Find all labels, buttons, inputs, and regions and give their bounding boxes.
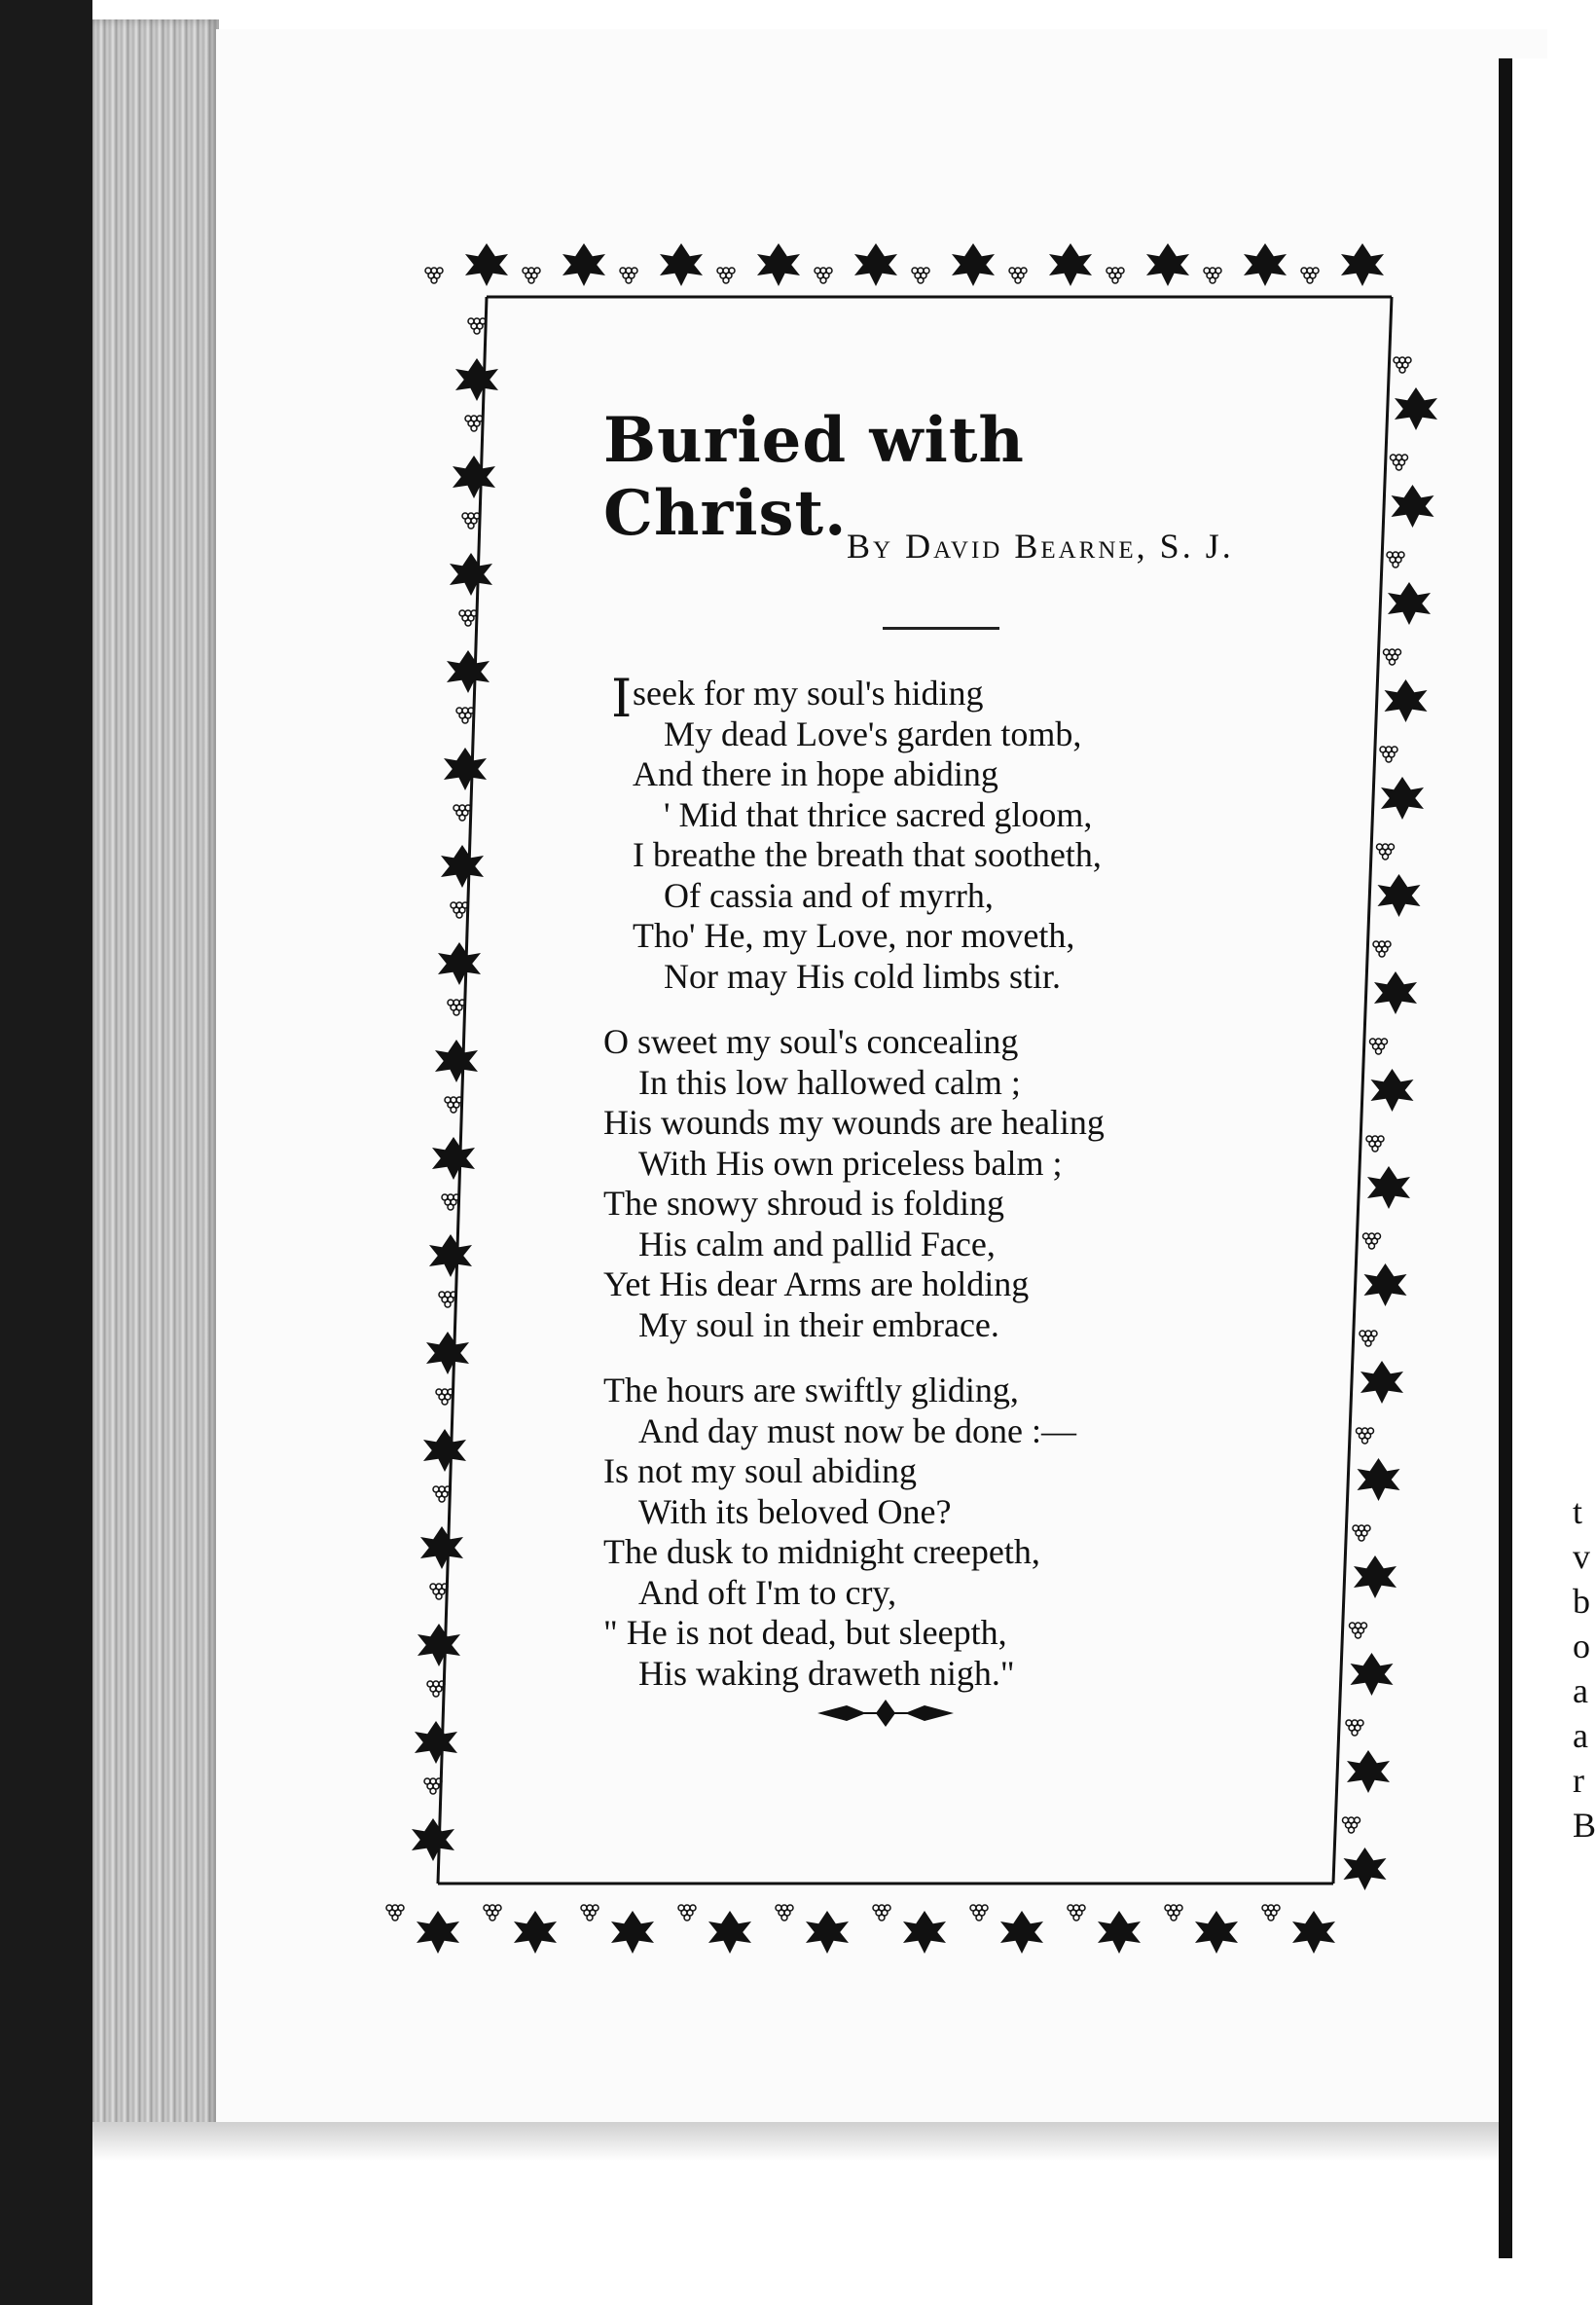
poem-line: Yet His dear Arms are holding — [603, 1264, 1030, 1303]
grape-cluster-icon — [523, 268, 540, 283]
poem-line: And oft I'm to cry, — [638, 1572, 897, 1612]
grape-cluster-icon — [1009, 268, 1027, 283]
grape-cluster-icon — [1360, 1331, 1377, 1346]
grape-cluster-icon — [1106, 268, 1124, 283]
facing-letter: B — [1573, 1806, 1596, 1845]
poem-body — [603, 674, 1285, 1719]
facing-letter: r — [1573, 1761, 1584, 1800]
facing-letter: b — [1573, 1582, 1590, 1621]
leaf-icon — [1292, 1911, 1335, 1954]
leaf-icon — [447, 650, 490, 693]
drop-cap: I — [611, 668, 633, 729]
grape-cluster-icon — [468, 318, 486, 334]
grape-cluster-icon — [386, 1905, 404, 1921]
leaf-icon — [435, 1040, 478, 1082]
poem-line: O sweet my soul's concealing — [603, 1022, 1019, 1061]
grape-cluster-icon — [433, 1486, 451, 1502]
leaf-icon — [1381, 777, 1424, 820]
grape-cluster-icon — [1384, 649, 1401, 665]
grape-cluster-icon — [1380, 747, 1397, 762]
leaf-icon — [1000, 1911, 1043, 1954]
grape-cluster-icon — [1301, 268, 1319, 283]
stanza — [603, 1371, 1285, 1694]
facing-letter: o — [1573, 1627, 1590, 1665]
grape-cluster-icon — [873, 1905, 890, 1921]
grape-cluster-icon — [776, 1905, 793, 1921]
leaf-icon — [1371, 1069, 1414, 1112]
leaf-icon — [854, 243, 897, 286]
poem-line: And day must now be done :— — [638, 1410, 1076, 1450]
poem-line: With His own priceless balm ; — [638, 1143, 1063, 1183]
grape-cluster-icon — [620, 268, 637, 283]
leaf-icon — [438, 942, 481, 985]
poem-line: And there in hope abiding — [633, 754, 998, 793]
leaf-icon — [1195, 1911, 1238, 1954]
grape-cluster-icon — [1387, 552, 1404, 567]
poem-title: Buried with Christ. — [603, 404, 1025, 550]
leaf-icon — [1344, 1848, 1387, 1890]
grape-cluster-icon — [970, 1905, 988, 1921]
poem-line: In this low hallowed calm ; — [638, 1062, 1021, 1102]
leaf-icon — [453, 456, 495, 498]
poem-line: The snowy shroud is folding — [603, 1184, 1004, 1223]
leaf-icon — [952, 243, 995, 286]
grape-cluster-icon — [1350, 1623, 1367, 1638]
poem-line: His waking draweth nigh." — [638, 1653, 1015, 1693]
leaf-icon — [465, 243, 508, 286]
leaf-icon — [708, 1911, 751, 1954]
poem-line: His calm and pallid Face, — [638, 1224, 996, 1263]
poem-line: The dusk to midnight creepeth, — [603, 1532, 1040, 1571]
grape-cluster-icon — [1377, 844, 1395, 860]
leaf-icon — [1395, 387, 1437, 430]
leaf-icon — [1347, 1750, 1390, 1793]
leaf-icon — [1388, 582, 1431, 625]
grape-cluster-icon — [1370, 1039, 1388, 1054]
end-ornament — [817, 1694, 954, 1733]
poem-line: Tho' He, my Love, nor moveth, — [633, 916, 1075, 955]
leaf-icon — [1354, 1555, 1396, 1598]
poem-line: His wounds my wounds are healing — [603, 1103, 1105, 1142]
poem-line: The hours are swiftly gliding, — [603, 1371, 1019, 1409]
grape-cluster-icon — [456, 708, 474, 723]
leaf-icon — [426, 1332, 469, 1374]
leaf-icon — [1244, 243, 1287, 286]
leaf-icon — [1378, 874, 1421, 917]
facing-letter: a — [1573, 1671, 1588, 1710]
leaf-icon — [1049, 243, 1092, 286]
grape-cluster-icon — [424, 1778, 442, 1794]
poem-line: Is not my soul abiding — [603, 1451, 917, 1490]
grape-cluster-icon — [1343, 1817, 1360, 1833]
grape-cluster-icon — [453, 805, 471, 821]
grape-cluster-icon — [1346, 1720, 1363, 1736]
facing-letter: t — [1573, 1492, 1583, 1531]
title-rule — [883, 627, 999, 630]
grape-cluster-icon — [1262, 1905, 1280, 1921]
leaf-icon — [1358, 1458, 1400, 1501]
leaf-icon — [1351, 1653, 1394, 1696]
leaf-icon — [450, 553, 492, 596]
byline: By David Bearne, S. J. — [847, 527, 1234, 566]
leaf-icon — [1098, 1911, 1141, 1954]
grape-cluster-icon — [1353, 1525, 1370, 1541]
grape-cluster-icon — [430, 1584, 448, 1599]
grape-cluster-icon — [1373, 941, 1391, 957]
facing-letter: a — [1573, 1716, 1588, 1755]
leaf-icon — [420, 1526, 463, 1569]
grape-cluster-icon — [912, 268, 929, 283]
leaf-icon — [562, 243, 605, 286]
poem-line: My dead Love's garden tomb, — [664, 713, 1082, 753]
poem-line: Of cassia and of myrrh, — [664, 875, 994, 915]
leaf-icon — [806, 1911, 849, 1954]
poem-line: My soul in their embrace. — [638, 1304, 999, 1344]
grape-cluster-icon — [436, 1389, 453, 1405]
leaf-icon — [1341, 243, 1384, 286]
leaf-icon — [1360, 1361, 1403, 1404]
leaf-icon — [1374, 971, 1417, 1014]
grape-cluster-icon — [459, 610, 477, 626]
grape-cluster-icon — [484, 1905, 501, 1921]
leaf-icon — [903, 1911, 946, 1954]
leaf-icon — [1392, 485, 1434, 528]
facing-letter: v — [1573, 1537, 1590, 1576]
leaf-icon — [429, 1234, 472, 1277]
grape-cluster-icon — [445, 1097, 462, 1113]
leaf-icon — [1364, 1263, 1407, 1306]
leaf-icon — [660, 243, 703, 286]
leaf-icon — [415, 1721, 457, 1764]
leaf-icon — [417, 1624, 460, 1666]
grape-cluster-icon — [1357, 1428, 1374, 1444]
grape-cluster-icon — [451, 902, 468, 918]
grape-cluster-icon — [1366, 1136, 1384, 1152]
grape-cluster-icon — [815, 268, 832, 283]
grape-cluster-icon — [462, 513, 480, 529]
grape-cluster-icon — [1363, 1233, 1381, 1249]
leaf-icon — [1385, 679, 1428, 722]
poem-line: ' Mid that thrice sacred gloom, — [664, 794, 1093, 834]
grape-cluster-icon — [1068, 1905, 1085, 1921]
leaf-icon — [432, 1137, 475, 1180]
grape-cluster-icon — [1204, 268, 1221, 283]
grape-cluster-icon — [465, 416, 483, 431]
grape-cluster-icon — [448, 1000, 465, 1015]
grape-cluster-icon — [678, 1905, 696, 1921]
grape-cluster-icon — [427, 1681, 445, 1697]
stanza — [603, 1022, 1285, 1345]
leaf-icon — [1146, 243, 1189, 286]
leaf-icon — [444, 748, 487, 790]
leaf-icon — [423, 1429, 466, 1472]
stanza — [603, 674, 1285, 997]
leaf-icon — [514, 1911, 557, 1954]
leaf-icon — [1367, 1166, 1410, 1209]
grape-cluster-icon — [439, 1292, 456, 1307]
grape-cluster-icon — [581, 1905, 598, 1921]
poem-line: With its beloved One? — [638, 1491, 952, 1531]
grape-cluster-icon — [1165, 1905, 1182, 1921]
grape-cluster-icon — [717, 268, 735, 283]
poem-line: seek for my soul's hiding — [633, 674, 984, 713]
leaf-icon — [441, 845, 484, 888]
grape-cluster-icon — [1394, 357, 1411, 373]
grape-cluster-icon — [425, 268, 443, 283]
leaf-icon — [412, 1818, 454, 1861]
poem-line: I breathe the breath that sootheth, — [633, 835, 1102, 874]
leaf-icon — [611, 1911, 654, 1954]
leaf-icon — [455, 358, 498, 401]
leaf-icon — [757, 243, 800, 286]
grape-cluster-icon — [442, 1194, 459, 1210]
leaf-icon — [417, 1911, 459, 1954]
grape-cluster-icon — [1391, 455, 1408, 470]
poem-line: Nor may His cold limbs stir. — [664, 956, 1061, 996]
poem-line: " He is not dead, but sleepth, — [603, 1613, 1007, 1652]
